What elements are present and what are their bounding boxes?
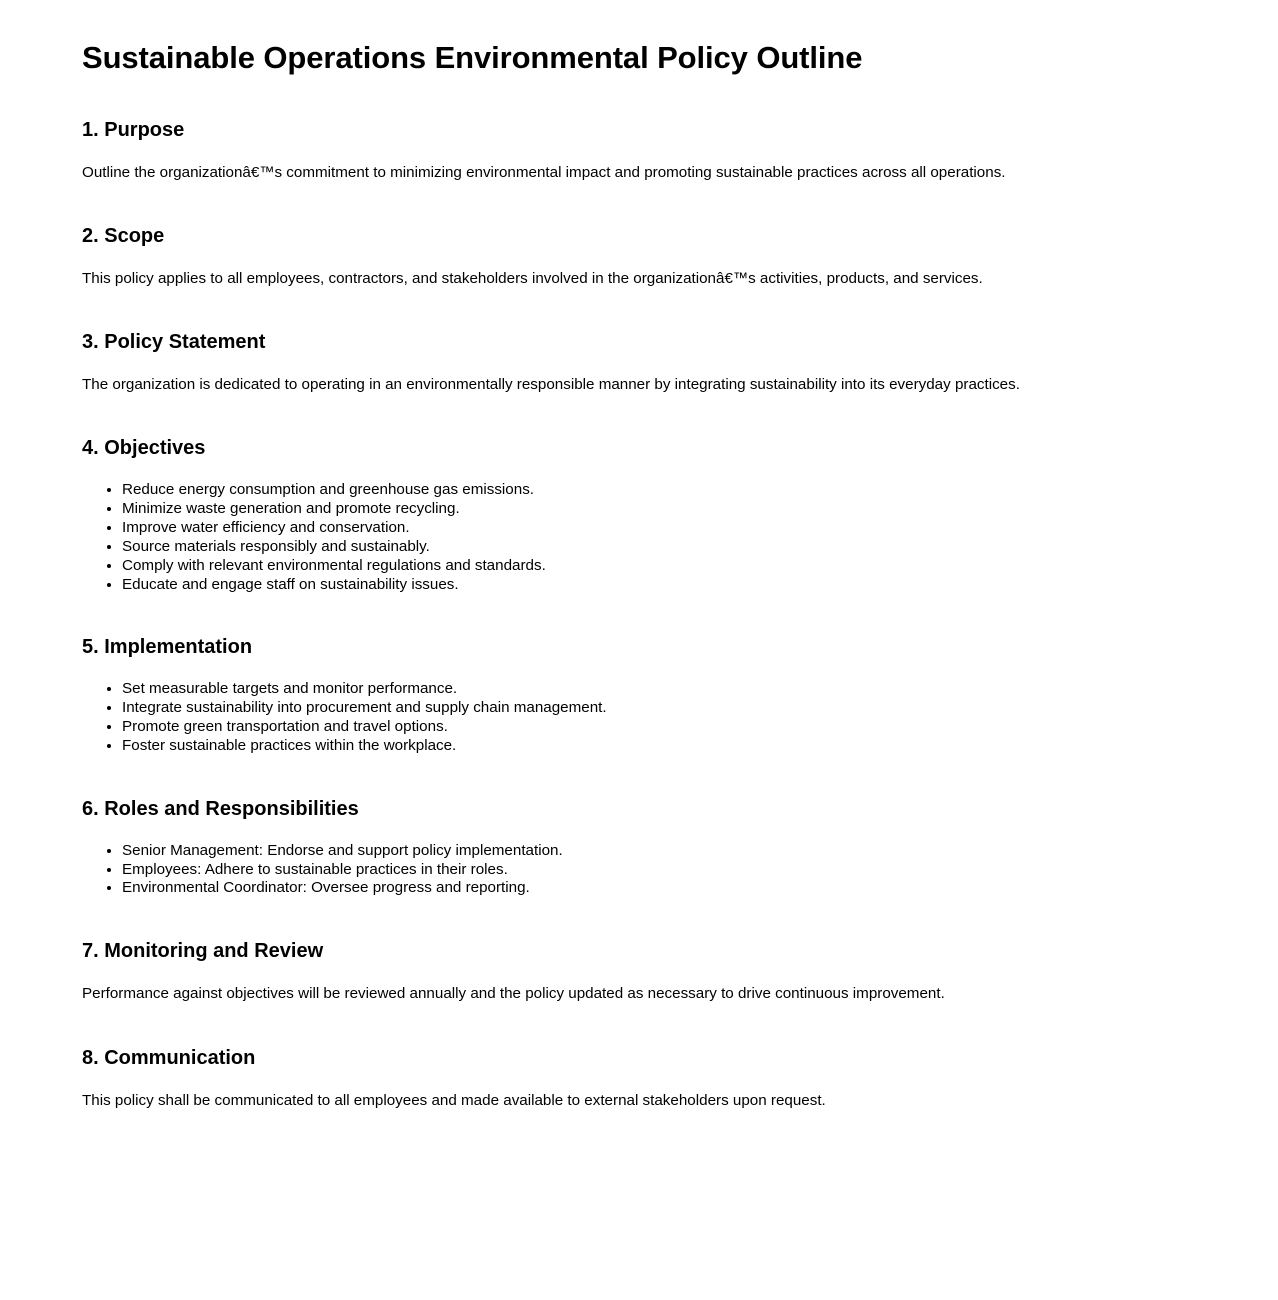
section-heading-implementation: 5. Implementation xyxy=(82,636,253,659)
list-item: • Improve water efficiency and conservation. xyxy=(122,519,1196,538)
spacer xyxy=(82,821,1196,842)
spacer xyxy=(82,898,1196,940)
list-item: • Source materials responsibly and sustainably. xyxy=(122,538,1196,557)
list-item: • Employees: Adhere to sustainable practices in their roles. xyxy=(122,861,1196,880)
spacer xyxy=(82,659,1196,680)
section-heading-objectives: 4. Objectives xyxy=(82,437,206,460)
section-body-policy-statement: The organization is dedicated to operating in an environmentally responsible manner by integrating sustainability into its everyday practices. xyxy=(82,376,1020,394)
spacer xyxy=(82,756,1196,798)
spacer xyxy=(82,394,1196,437)
section-heading-scope: 2. Scope xyxy=(82,224,165,247)
spacer xyxy=(82,288,1196,331)
section-body-scope: This policy applies to all employees, contractors, and stakeholders involved in the organizationâ€™s activities, products, and services. xyxy=(82,269,983,287)
objectives-list xyxy=(82,481,1196,594)
spacer xyxy=(82,182,1196,225)
spacer xyxy=(82,76,1196,119)
section-heading-roles-and-responsibilities: 6. Roles and Responsibilities xyxy=(82,797,359,820)
spacer xyxy=(82,1004,1196,1047)
list-item: • Promote green transportation and travel options. xyxy=(122,718,1196,737)
list-item: • Foster sustainable practices within the workplace. xyxy=(122,737,1196,756)
list-item: • Integrate sustainability into procurement and supply chain management. xyxy=(122,699,1196,718)
list-item: • Reduce energy consumption and greenhouse gas emissions. xyxy=(122,481,1196,500)
spacer xyxy=(82,142,1196,164)
section-body-monitoring-and-review: Performance against objectives will be reviewed annually and the policy updated as necessary to drive continuous improvement. xyxy=(82,985,945,1003)
section-heading-communication: 8. Communication xyxy=(82,1046,256,1069)
list-item: • Comply with relevant environmental regulations and standards. xyxy=(122,557,1196,576)
list-item: • Environmental Coordinator: Oversee progress and reporting. xyxy=(122,879,1196,898)
spacer xyxy=(82,248,1196,270)
list-item: • Senior Management: Endorse and support policy implementation. xyxy=(122,842,1196,861)
spacer xyxy=(82,594,1196,636)
page-title: Sustainable Operations Environmental Policy Outline xyxy=(82,40,863,75)
spacer xyxy=(82,963,1196,985)
spacer xyxy=(82,460,1196,481)
list-item: • Minimize waste generation and promote recycling. xyxy=(122,500,1196,519)
list-item: • Educate and engage staff on sustainability issues. xyxy=(122,576,1196,595)
implementation-list xyxy=(82,680,1196,755)
roles-list xyxy=(82,842,1196,899)
document-body xyxy=(82,40,1196,1110)
section-heading-monitoring-and-review: 7. Monitoring and Review xyxy=(82,940,324,963)
section-body-purpose: Outline the organizationâ€™s commitment to minimizing environmental impact and promoting sustainable practices across all operations. xyxy=(82,163,1006,181)
spacer xyxy=(82,354,1196,376)
section-heading-purpose: 1. Purpose xyxy=(82,118,185,141)
spacer xyxy=(82,1070,1196,1092)
section-body-communication: This policy shall be communicated to all employees and made available to external stakeholders upon request. xyxy=(82,1091,826,1109)
section-heading-policy-statement: 3. Policy Statement xyxy=(82,331,266,354)
list-item: • Set measurable targets and monitor performance. xyxy=(122,680,1196,699)
